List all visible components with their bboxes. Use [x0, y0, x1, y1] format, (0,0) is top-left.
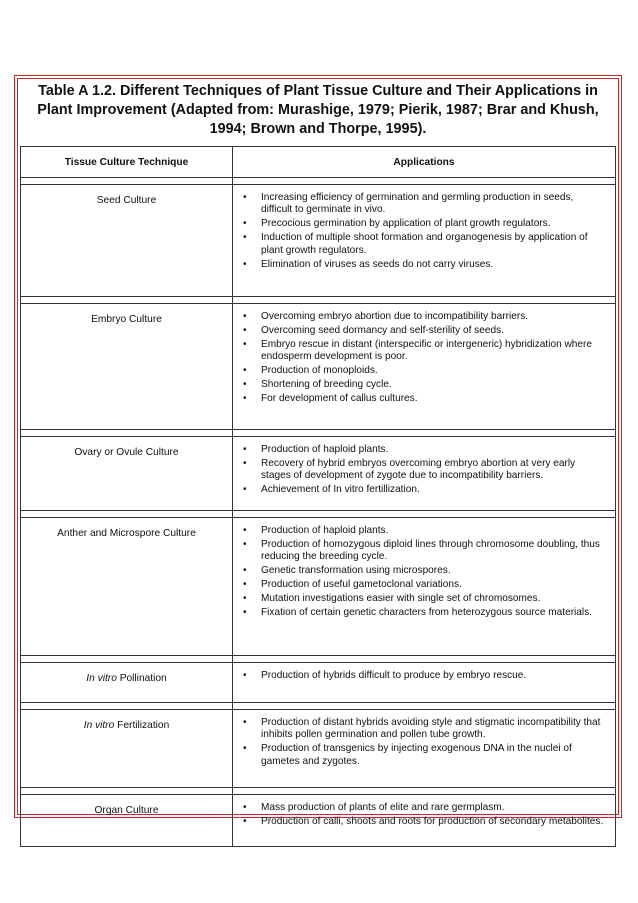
technique-cell	[21, 710, 233, 788]
list-item: • Embryo rescue in distant (interspecific or intergeneric) hybridization where endosperm development is poor.	[261, 339, 607, 364]
technique-cell	[21, 437, 233, 511]
applications-cell	[233, 663, 616, 703]
list-item: • Induction of multiple shoot formation and organogenesis by application of plant growth regulators.	[261, 232, 607, 257]
technique-prefix: In vitro	[86, 673, 117, 684]
list-item: • Production of useful gametoclonal variations.	[261, 579, 607, 591]
list-item: • Increasing efficiency of germination and germling production in seeds, difficult to germinate in vivo.	[261, 192, 607, 217]
list-item: • Shortening of breeding cycle.	[261, 379, 607, 391]
header-applications: Applications	[233, 147, 616, 178]
applications-list	[261, 444, 607, 497]
applications-list	[261, 525, 607, 620]
separator-cell	[21, 430, 233, 437]
list-item: • Achievement of In vitro fertillization.	[261, 484, 607, 496]
separator-cell	[233, 511, 616, 518]
technique-name: Organ Culture	[94, 805, 159, 816]
table-row	[21, 795, 616, 847]
header-technique: Tissue Culture Technique	[21, 147, 233, 178]
list-item: • Elimination of viruses as seeds do not carry viruses.	[261, 259, 607, 271]
separator-cell	[233, 297, 616, 304]
technique-prefix: In vitro	[83, 720, 115, 731]
row-separator	[21, 656, 616, 663]
separator-cell	[21, 788, 233, 795]
row-separator	[21, 430, 616, 437]
row-separator	[21, 788, 616, 795]
list-item: • Production of haploid plants.	[261, 525, 607, 537]
table-row	[21, 185, 616, 297]
technique-name: Fertilization	[114, 720, 170, 731]
list-item: • Production of monoploids.	[261, 365, 607, 377]
applications-list	[261, 192, 607, 271]
technique-cell	[21, 663, 233, 703]
technique-cell	[21, 185, 233, 297]
separator-cell	[21, 703, 233, 710]
table-row	[21, 518, 616, 656]
separator-cell	[21, 656, 233, 663]
list-item: • Fixation of certain genetic characters from heterozygous source materials.	[261, 607, 607, 619]
list-item: • Production of distant hybrids avoiding style and stigmatic incompatibility that inhibits pollen germination and pollen tube growth.	[261, 717, 607, 742]
table-body	[21, 178, 616, 847]
table-row	[21, 304, 616, 430]
technique-name: Anther and Microspore Culture	[57, 528, 196, 539]
separator-cell	[233, 788, 616, 795]
separator-cell	[233, 178, 616, 185]
list-item: • Precocious germination by application of plant growth regulators.	[261, 218, 607, 230]
list-item: • Production of transgenics by injecting exogenous DNA in the nuclei of gametes and zygotes.	[261, 743, 607, 768]
technique-cell	[21, 795, 233, 847]
applications-cell	[233, 710, 616, 788]
technique-cell	[21, 304, 233, 430]
applications-list	[261, 717, 607, 768]
technique-name: Seed Culture	[96, 195, 157, 206]
applications-list	[261, 670, 607, 682]
list-item: • Production of calli, shoots and roots for production of secondary metabolites.	[261, 816, 607, 828]
list-item: • Production of haploid plants.	[261, 444, 607, 456]
techniques-table	[20, 146, 616, 847]
technique-name: Pollination	[116, 673, 167, 684]
separator-cell	[233, 703, 616, 710]
list-item: • Recovery of hybrid embryos overcoming embryo abortion at very early stages of development of zygote due to incompatibility barriers.	[261, 458, 607, 483]
row-separator	[21, 511, 616, 518]
list-item: • Production of homozygous diploid lines through chromosome doubling, thus reducing the breeding cycle.	[261, 539, 607, 564]
applications-cell	[233, 185, 616, 297]
separator-cell	[21, 511, 233, 518]
row-separator	[21, 703, 616, 710]
separator-cell	[233, 430, 616, 437]
list-item: • For development of callus cultures.	[261, 393, 607, 405]
applications-list	[261, 802, 607, 828]
applications-cell	[233, 795, 616, 847]
table-caption: Table A 1.2. Different Techniques of Plant Tissue Culture and Their Applications in Plant Improvement (Adapted from: Murashige, 1979; Pierik, 1987; Brar and Khush, 1994; Brown and Thorpe, 1995).	[37, 83, 599, 137]
table-row	[21, 663, 616, 703]
list-item: • Mutation investigations easier with single set of chromosomes.	[261, 593, 607, 605]
applications-cell	[233, 518, 616, 656]
technique-name: Ovary or Ovule Culture	[74, 447, 179, 458]
list-item: • Mass production of plants of elite and rare germplasm.	[261, 802, 607, 814]
technique-cell	[21, 518, 233, 656]
header-row	[21, 147, 616, 178]
list-item: • Production of hybrids difficult to produce by embryo rescue.	[261, 670, 607, 682]
row-separator	[21, 297, 616, 304]
technique-name: Embryo Culture	[91, 314, 162, 325]
list-item: • Overcoming embryo abortion due to incompatibility barriers.	[261, 311, 607, 323]
table-row	[21, 710, 616, 788]
applications-cell	[233, 437, 616, 511]
list-item: • Overcoming seed dormancy and self-sterility of seeds.	[261, 325, 607, 337]
separator-cell	[21, 297, 233, 304]
separator-cell	[233, 656, 616, 663]
table-row	[21, 437, 616, 511]
separator-cell	[21, 178, 233, 185]
applications-cell	[233, 304, 616, 430]
row-separator	[21, 178, 616, 185]
list-item: • Genetic transformation using microspores.	[261, 565, 607, 577]
applications-list	[261, 311, 607, 406]
